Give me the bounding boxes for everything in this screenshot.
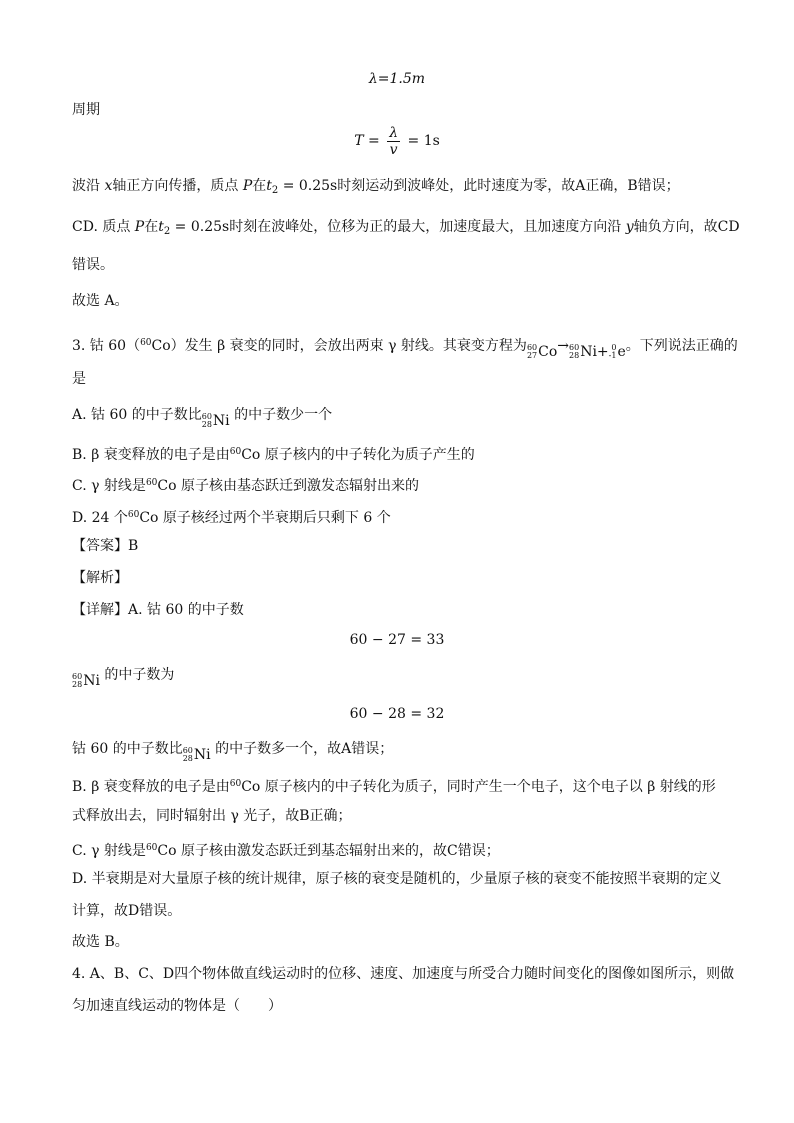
equation-2: 60 − 28 = 32 xyxy=(349,706,445,722)
choose-a: 故选 A。 xyxy=(72,293,129,309)
analysis-label: 【解析】 xyxy=(72,570,128,586)
cd-explanation-line1: CD. 质点 P在$t_2 = 0.25s$时刻在波峰处，位移为正的最大，加速度最大，且加速度方向沿 y轴负方向，故CD xyxy=(72,219,740,237)
option-c: C. γ 射线是$^{60}$Co 原子核由基态跃迁到激发态辐射出来的 xyxy=(72,478,419,494)
explanation-d-line1: D. 半衰期是对大量原子核的统计规律，原子核的衰变是随机的，少量原子核的衰变不能按照半衰期的定义 xyxy=(72,871,722,887)
question-3-stem-line2: 是 xyxy=(72,371,86,387)
conclusion-a: 钴 60 的中子数比 60 28 Ni 的中子数多一个，故A错误； xyxy=(72,741,394,763)
explanation-d-line2: 计算，故D错误。 xyxy=(72,903,182,919)
period-label: 周期 xyxy=(72,102,100,118)
explanation-b-line1: B. β 衰变释放的电子是由$^{60}$Co 原子核内的中子转化为质子，同时产生一个电子，这个电子以 β 射线的形 xyxy=(72,779,716,795)
period-equation: T = $\frac{\lambda}{v}$ = 1s xyxy=(354,124,440,158)
question-4-line1: 4. A、B、C、D四个物体做直线运动时的位移、速度、加速度与所受合力随时间变化的图像如图所示，则做 xyxy=(72,966,735,982)
detail-a: 【详解】A. 钴 60 的中子数 xyxy=(72,602,244,618)
question-3-stem: 3. 钴 60（$^{60}$Co）发生 β 衰变的同时，会放出两束 γ 射线。其衰变方程为 60 27 Co → 60 28 Ni+ 0 -1 e 。下列说法正确的 xyxy=(72,338,738,360)
explanation-c: C. γ 射线是$^{60}$Co 原子核由激发态跃迁到基态辐射出来的，故C错误； xyxy=(72,843,500,859)
question-4-line2: 匀加速直线运动的物体是（ ） xyxy=(72,998,282,1014)
option-a: A. 钴 60 的中子数比 60 28 Ni 的中子数少一个 xyxy=(72,407,333,429)
lambda-equation: λ=1.5m xyxy=(368,71,426,87)
option-d: D. 24 个$^{60}$Co 原子核经过两个半衰期后只剩下 6 个 xyxy=(72,510,391,526)
choose-b: 故选 B。 xyxy=(72,934,129,950)
answer-label: 【答案】B xyxy=(72,538,139,554)
cd-explanation-line2: 错误。 xyxy=(72,257,114,273)
equation-1: 60 − 27 = 33 xyxy=(349,632,445,648)
period-fraction: $\frac{\lambda}{v}$ xyxy=(389,124,399,158)
explanation-b-line2: 式释放出去，同时辐射出 γ 光子，故B正确； xyxy=(72,808,352,824)
option-b: B. β 衰变释放的电子是由$^{60}$Co 原子核内的中子转化为质子产生的 xyxy=(72,447,475,463)
wave-direction-line: 波沿 x轴正方向传播，质点 P在$t_2 = 0.25s$时刻运动到波峰处，此时速度为零，故A正确，B错误； xyxy=(72,178,680,196)
ni-neutron-line: 60 28 Ni 的中子数为 xyxy=(72,667,175,689)
